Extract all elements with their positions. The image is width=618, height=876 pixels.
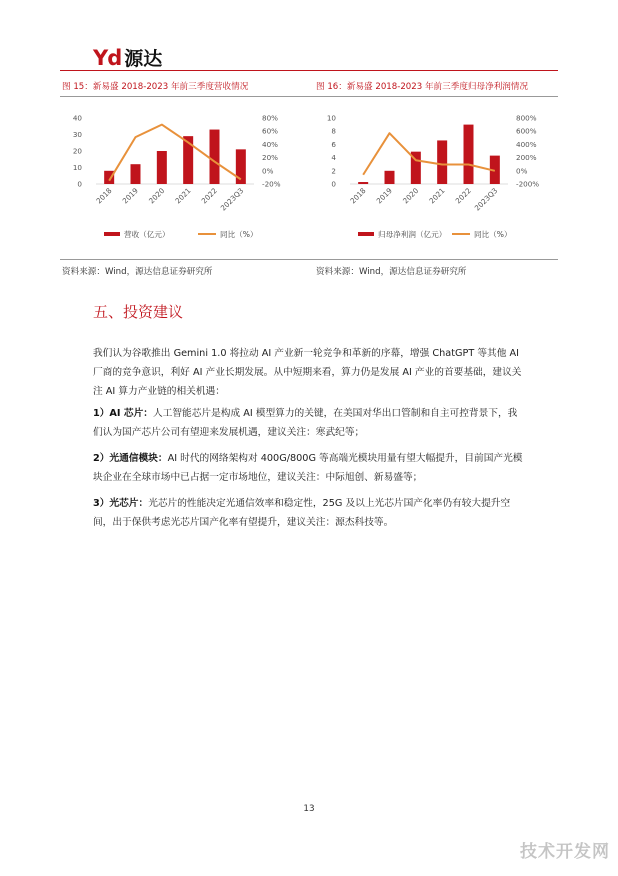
point-text: 光芯片的性能决定光通信效率和稳定性，25G 及以上光芯片国产化率仍有较大提升空间，出于保供考虑光芯片国产化率有望提升，建议关注：源杰科技等。 <box>93 498 511 528</box>
point-ai-chip <box>93 404 527 442</box>
figure-15-caption: 图 15：新易盛 2018-2023 年前三季度营收情况 <box>62 82 249 92</box>
profit-left-tick: 8 <box>331 126 336 136</box>
profit-category-label: 2023Q3 <box>472 186 500 213</box>
profit-category-label: 2020 <box>400 186 421 206</box>
profit-right-tick: 0% <box>516 166 528 176</box>
profit-yoy-line <box>363 133 495 175</box>
net-profit-chart-svg <box>312 104 552 254</box>
company-logo <box>93 44 162 71</box>
figure-16-source: 资料来源：Wind，源达信息证券研究所 <box>316 267 467 277</box>
revenue-left-tick: 0 <box>77 179 82 189</box>
point-text: AI 时代的网络架构对 400G/800G 等高端光模块用量有望大幅提升，目前国产光模块企业在全球市场中已占据一定市场地位，建议关注：中际旭创、新易盛等； <box>93 453 523 483</box>
revenue-left-tick: 20 <box>72 146 82 156</box>
revenue-left-tick: 10 <box>72 163 82 172</box>
profit-right-tick: 400% <box>516 139 537 149</box>
revenue-right-tick: 60% <box>262 126 278 136</box>
profit-category-label: 2018 <box>348 186 368 206</box>
header-rule <box>60 70 558 71</box>
revenue-legend-line-label: 同比（%） <box>220 230 258 239</box>
profit-left-tick: 0 <box>331 179 336 189</box>
profit-category-label: 2022 <box>453 186 473 206</box>
profit-category-label: 2021 <box>427 186 447 206</box>
revenue-category-label: 2020 <box>146 186 167 206</box>
profit-left-tick: 10 <box>326 113 336 123</box>
revenue-category-label: 2019 <box>120 186 140 206</box>
logo-text: 源达 <box>124 48 163 70</box>
revenue-category-label: 2022 <box>199 186 219 206</box>
point-label: 1）AI 芯片： <box>93 408 153 419</box>
revenue-bar-2020 <box>157 151 167 184</box>
profit-right-tick: -200% <box>516 179 540 189</box>
logo-mark: Yd <box>93 45 122 70</box>
source-rule <box>60 259 558 260</box>
profit-legend-bar-swatch <box>358 232 374 236</box>
profit-right-tick: 600% <box>516 126 537 136</box>
revenue-left-tick: 30 <box>72 130 82 139</box>
revenue-legend-bar-swatch <box>104 232 120 236</box>
revenue-right-tick: 40% <box>262 139 278 149</box>
section-title: 五、投资建议 <box>93 303 184 321</box>
intro-paragraph: 我们认为谷歌推出 Gemini 1.0 将拉动 AI 产业新一轮竞争和革新的序幕，增强 ChatGPT 等其他 AI 厂商的竞争意识，利好 AI 产业长期发展。从中短期来看，算力仍是发展 AI 产业的首要基础，建议关注 AI 算力产业链的相关机遇： <box>93 348 522 397</box>
revenue-right-tick: -20% <box>262 179 281 189</box>
watermark: 技术开发网 <box>520 842 610 862</box>
profit-left-tick: 2 <box>331 166 336 176</box>
revenue-right-tick: 80% <box>262 113 278 123</box>
point-label: 3）光芯片： <box>93 498 149 509</box>
revenue-right-tick: 0% <box>262 166 274 176</box>
profit-category-label: 2019 <box>374 186 394 206</box>
revenue-yoy-line <box>109 125 241 181</box>
profit-bar-2021 <box>437 140 447 184</box>
point-label: 2）光通信模块： <box>93 453 168 464</box>
caption-rule <box>60 96 558 97</box>
revenue-right-tick: 20% <box>262 153 278 163</box>
point-optical-chip <box>93 494 527 532</box>
revenue-legend-bar-label: 营收（亿元） <box>124 230 170 239</box>
revenue-chart <box>58 104 298 254</box>
revenue-category-label: 2023Q3 <box>218 186 246 213</box>
profit-legend-line-label: 同比（%） <box>474 230 512 239</box>
revenue-category-label: 2018 <box>94 186 114 206</box>
revenue-bar-2022 <box>210 130 220 184</box>
profit-bar-2019 <box>385 171 395 184</box>
point-optical-module <box>93 449 527 487</box>
revenue-bar-2018 <box>104 171 114 184</box>
point-text: 人工智能芯片是构成 AI 模型算力的关键，在美国对华出口管制和自主可控背景下，我们认为国产芯片公司有望迎来发展机遇，建议关注：寒武纪等； <box>93 408 518 438</box>
profit-left-tick: 6 <box>331 139 336 149</box>
revenue-category-label: 2021 <box>173 186 193 206</box>
profit-left-tick: 4 <box>331 153 336 163</box>
net-profit-chart <box>312 104 552 254</box>
revenue-chart-svg <box>58 104 298 254</box>
revenue-bar-2019 <box>131 164 141 184</box>
figure-15-source: 资料来源：Wind，源达信息证券研究所 <box>62 267 213 277</box>
figure-16-caption: 图 16：新易盛 2018-2023 年前三季度归母净利润情况 <box>316 82 529 92</box>
profit-legend-bar-label: 归母净利润（亿元） <box>378 230 447 239</box>
profit-bar-2022 <box>464 125 474 184</box>
profit-bar-2018 <box>358 182 368 184</box>
page-number: 13 <box>303 804 315 814</box>
profit-right-tick: 800% <box>516 113 537 123</box>
revenue-left-tick: 40 <box>72 113 82 123</box>
profit-right-tick: 200% <box>516 153 537 163</box>
